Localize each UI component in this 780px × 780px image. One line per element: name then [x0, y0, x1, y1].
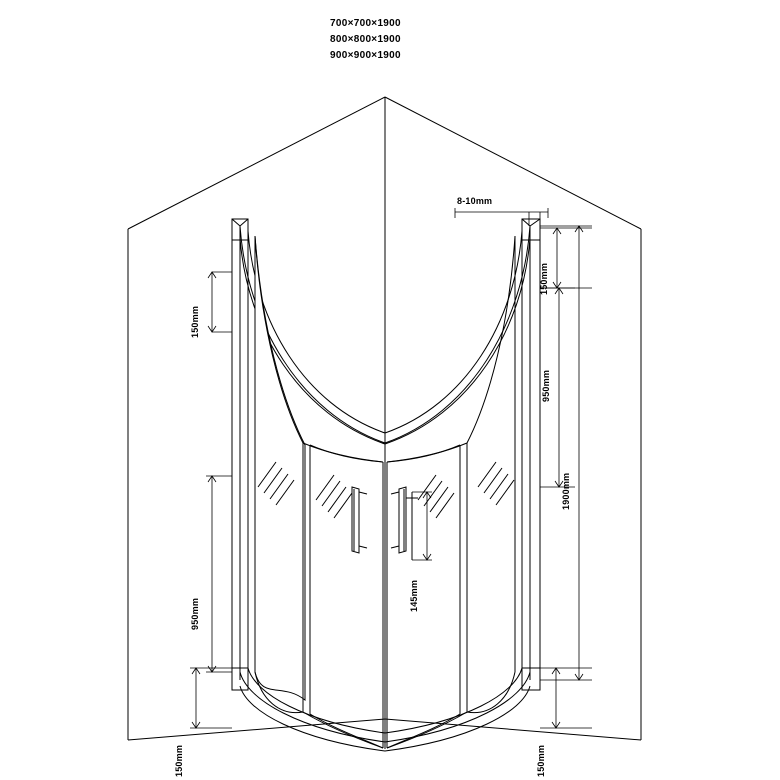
- dim-bottom-rail-right: 150mm: [536, 744, 546, 777]
- dim-bottom-rail-left: 150mm: [174, 744, 184, 777]
- dim-glass-thickness: 8-10mm: [457, 196, 493, 206]
- dim-door-height-left: 950mm: [190, 597, 200, 630]
- sliding-door-left[interactable]: [303, 443, 383, 748]
- title-line-1: 700×700×1900: [330, 18, 401, 29]
- door-handle-left[interactable]: [352, 487, 367, 553]
- title-line-2: 800×800×1900: [330, 34, 401, 45]
- title-line-3: 900×900×1900: [330, 50, 401, 61]
- dim-overall-height: 1900mm: [561, 472, 571, 510]
- door-handle-right[interactable]: [391, 487, 418, 560]
- dim-top-rail-right: 150mm: [539, 262, 549, 295]
- dim-handle-height: 145mm: [409, 579, 419, 612]
- glass-panel-left-fixed: [255, 236, 305, 713]
- dim-top-rail-left: 150mm: [190, 305, 200, 338]
- dim-door-height-right: 950mm: [541, 369, 551, 402]
